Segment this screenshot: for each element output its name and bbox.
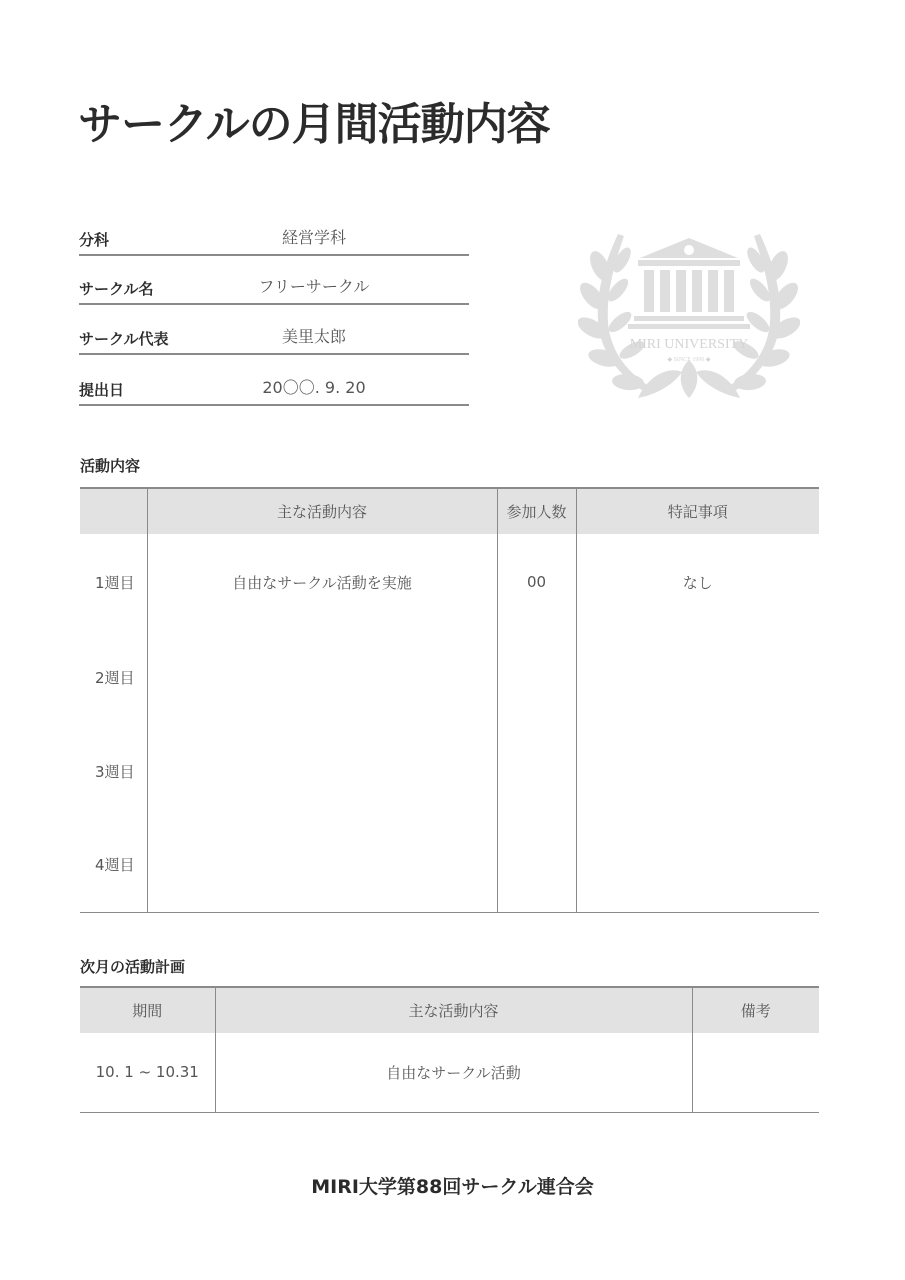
info-value[interactable]: 20〇〇. 9. 20 — [262, 378, 366, 397]
plan-table — [80, 986, 819, 1113]
header-remarks: 備考 — [692, 987, 819, 1033]
info-value[interactable]: 美里太郎 — [281, 327, 346, 346]
remarks-cell[interactable] — [692, 1033, 819, 1112]
participants-cell[interactable] — [497, 818, 576, 912]
info-value[interactable]: フリーサークル — [258, 277, 370, 296]
participants-cell[interactable] — [497, 630, 576, 724]
notes-cell[interactable] — [576, 724, 819, 818]
notes-cell[interactable] — [576, 818, 819, 912]
info-label: サークル代表 — [79, 330, 169, 348]
emblem-since: ◆ SINCE 1996 ◆ — [667, 357, 711, 363]
week-label: 4週目 — [94, 856, 135, 875]
participants-cell[interactable] — [497, 724, 576, 818]
header-period: 期間 — [80, 987, 215, 1033]
info-label: 提出日 — [79, 381, 125, 399]
info-value[interactable]: 経営学科 — [281, 228, 346, 247]
header-week — [80, 488, 147, 534]
header-participants: 参加人数 — [497, 488, 576, 534]
table-row — [80, 1033, 819, 1112]
page-title: サークルの月間活動内容 — [78, 99, 550, 150]
participants-cell[interactable]: 00 — [497, 534, 576, 630]
table-row — [80, 534, 819, 630]
emblem-name: MIRI UNIVERSITY — [629, 337, 749, 352]
header-content: 主な活動内容 — [147, 488, 497, 534]
plan-header-row — [80, 987, 819, 1033]
content-cell[interactable] — [147, 630, 497, 724]
content-cell[interactable]: 自由なサークル活動を実施 — [147, 534, 497, 630]
footer-organization: MIRI大学第88回サークル連合会 — [311, 1176, 594, 1198]
info-label: 分科 — [79, 231, 110, 249]
info-row-department — [79, 206, 469, 256]
activity-header-row — [80, 488, 819, 534]
university-emblem-logo — [578, 226, 800, 398]
week-label: 1週目 — [94, 573, 135, 592]
bottom-leaves-icon — [638, 360, 740, 398]
table-row — [80, 724, 819, 818]
notes-cell[interactable]: なし — [576, 534, 819, 630]
info-label: サークル名 — [79, 280, 154, 298]
table-row — [80, 630, 819, 724]
content-cell[interactable]: 自由なサークル活動 — [215, 1033, 692, 1112]
week-label: 3週目 — [94, 762, 135, 781]
building-icon — [628, 238, 750, 329]
info-row-submission-date — [79, 356, 469, 406]
table-row — [80, 818, 819, 912]
info-row-representative — [79, 305, 469, 355]
header-notes: 特記事項 — [576, 488, 819, 534]
header-content: 主な活動内容 — [215, 987, 692, 1033]
plan-section-title: 次月の活動計画 — [80, 958, 186, 976]
content-cell[interactable] — [147, 724, 497, 818]
week-label: 2週目 — [94, 668, 135, 687]
notes-cell[interactable] — [576, 630, 819, 724]
info-row-circle-name — [79, 255, 469, 305]
activity-table — [80, 487, 819, 913]
period-cell[interactable]: 10. 1 ~ 10.31 — [95, 1063, 199, 1082]
content-cell[interactable] — [147, 818, 497, 912]
activity-section-title: 活動内容 — [80, 457, 141, 475]
